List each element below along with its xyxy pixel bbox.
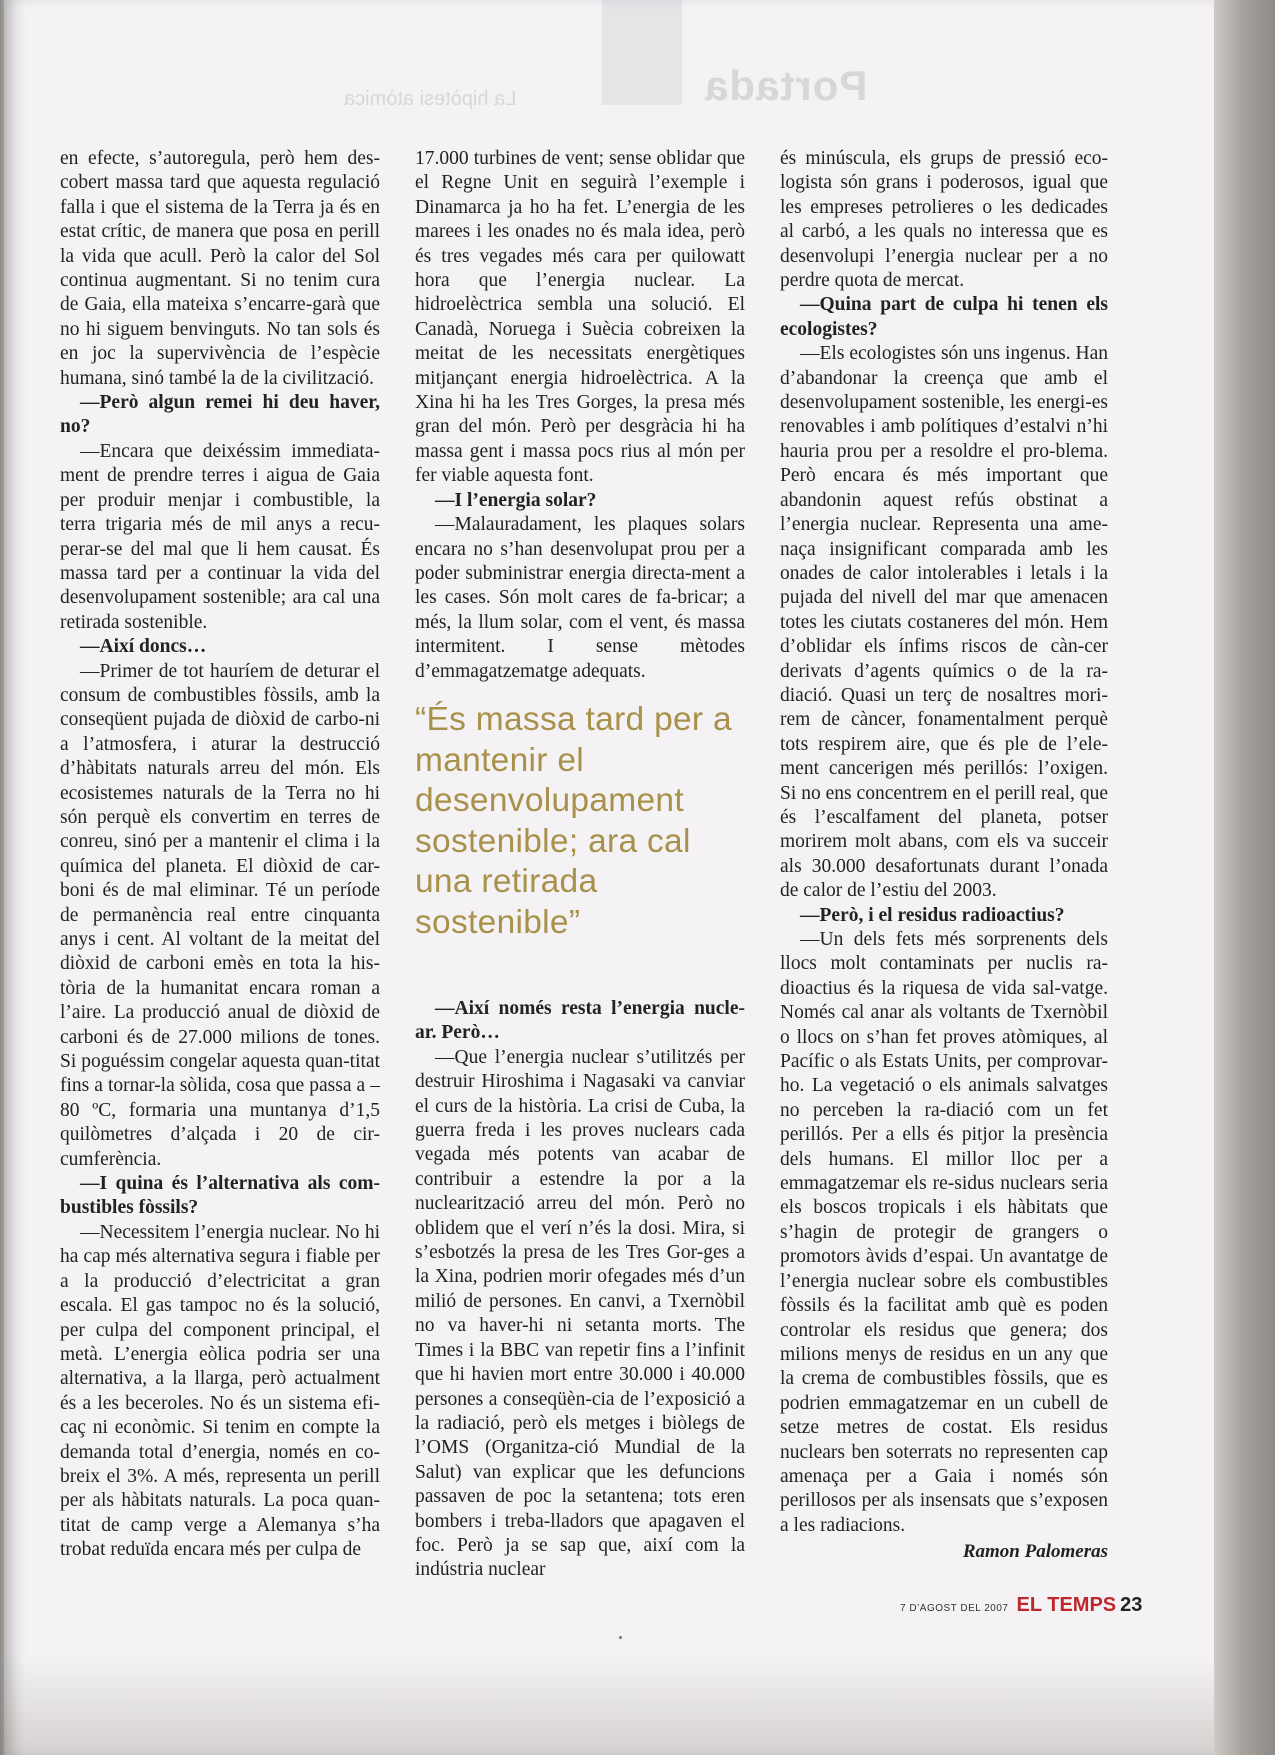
bleed-through-image [602, 0, 682, 105]
paragraph: en efecte, s’autoregula, però hem des-cobert massa tard que aquesta regulació falla i que el sistema de la Terra ja és en estat crític, de manera que posa en perill la vida que acull. Però la calor del Sol continua augmentant. Si no tenim cura de Gaia, ella mateixa s’encarre-garà que no hi siguem benvinguts. No tan sols és en joc la supervivència de l’espècie humana, sinó també la de la civilització. [60, 148, 380, 389]
interview-answer: —Que l’energia nuclear s’utilitzés per destruir Hiroshima i Nagasaki va canviar el curs de la història. La crisi de Cuba, la guerra freda i les proves nuclears cada vegada més potents van acabar de contribuir a estendre la por a la nuclearització arreu del món. Però no oblidem que el verí n’és la dosi. Mira, si s’esbotzés la presa de les Tres Gor-ges a la Xina, podrien morir ofegades més d’un milió de persones. En canvi, a Txernòbil no va haver-hi ni setanta morts. The Times i la BBC van repetir fins a l’infinit que hi havien mort entre 30.000 i 40.000 persones a conseqüèn-cia de l’exposició a la radiació, però els metges i biòlegs de l’OMS (Organitza-ció Mundial de la Salut) van explicar que les defuncions passaven de poc la setantena; tots eren bombers i treba-lladors que apagaven el foc. Però ja se sap que, així com la indústria nuclear [415, 1046, 745, 1581]
interview-question: —Però, i el residus radioactius? [800, 904, 1065, 926]
page-footer [900, 1594, 1143, 1617]
interview-question: —I l’energia solar? [435, 489, 597, 511]
paragraph: és minúscula, els grups de pressió eco-logista són grans i poderosos, igual que les empreses petrolieres o les dedicades al carbó, a les quals no interessa que es desenvolupi l’energia nuclear per a no perdre quota de mercat. [780, 148, 1108, 292]
bleed-through-header: La hipòtesi atòmica [344, 88, 517, 110]
article-column-3 [780, 147, 1108, 1538]
interview-question: —Així només resta l’energia nucle-ar. Però… [415, 998, 745, 1044]
article-column-2-top [415, 147, 745, 684]
interview-answer: —Primer de tot hauríem de deturar el consum de combustibles fòssils, amb la conseqüent pujada de diòxid de carbo-ni a l’atmosfera, i aturar la destrucció d’hàbitats naturals arreu del món. Els ecosistemes naturals de la Terra no hi són perquè els convertim en terres de conreu, sinó per a mantenir el clima i la química del planeta. El diòxid de car-boni és de mal eliminar. Té un període de permanència real entre cinquanta anys i cent. Al voltant de la meitat del diòxid de carboni emès en tota la his-tòria de la humanitat encara roman a l’aire. La producció anual de diòxid de carboni és de 27.000 milions de tones. Si poguéssim congelar aquesta quan-titat fins a tornar-la sòlida, cosa que passa a –80 ºC, formaria una muntanya d’1,5 quilòmetres d’alçada i 20 de cir-cumferència. [60, 660, 380, 1170]
author-byline: Ramon Palomeras [962, 1541, 1108, 1562]
interview-answer: —Necessitem l’energia nuclear. No hi ha cap més alternativa segura i fiable per a la producció d’electricitat a gran escala. El gas tampoc no és la solució, per culpa del component principal, el metà. L’energia eòlica podria ser una alternativa, a la llarga, però actualment és a les beceroles. No és un sistema efi-caç ni econòmic. Si tenim en compte la demanda total d’energia, només en co-breix el 3%. A més, representa un perill per als hàbitats naturals. La poca quan-titat de camp verge a Alemanya s’ha trobat reduïda encara més per culpa de [60, 1221, 380, 1561]
bleed-through-section-title: Portada [704, 62, 868, 109]
magazine-name: EL TEMPS [1016, 1594, 1117, 1616]
interview-question: —Així doncs… [80, 636, 207, 658]
interview-answer: —Encara que deixéssim immediata-ment de prendre terres i aigua de Gaia per produir menjar i combustible, la terra trigaria més de mil anys a recu-perar-se del mal que li hem causat. És massa tard per a continuar la vida del desenvolupament sostenible; ara cal una retirada sostenible. [60, 440, 380, 633]
interview-question: —Quina part de culpa hi tenen els ecologistes? [780, 294, 1108, 340]
interview-answer: —Malauradament, les plaques solars encara no s’han desenvolupat prou per a poder subministrar energia directa-ment a les cases. Són molt cares de fa-bricar; a més, la llum solar, com el vent, és massa intermitent. I sense mètodes d’emmagatzematge adequats. [415, 514, 745, 682]
article-column-2-bottom [415, 997, 745, 1583]
interview-question: —I quina és l’alternativa als com-bustibles fòssils? [60, 1173, 380, 1219]
issue-date: 7 D’AGOST DEL 2007 [900, 1603, 1009, 1614]
scan-shadow [0, 1655, 1214, 1755]
pull-quote: “És massa tard per a mantenir el desenvolupament sostenible; ara cal una retirada sostenible” [415, 701, 732, 941]
page-edge [1214, 0, 1275, 1755]
paragraph: 17.000 turbines de vent; sense oblidar que el Regne Unit en seguirà l’exemple i Dinamarca ja ho ha fet. L’energia de les marees i les onades no és mala idea, però és tres vegades més cara per quilowatt hora que l’energia nuclear. La hidroelèctrica sembla una solució. El Canadà, Noruega i Suècia cobreixen la meitat de les necessitats energètiques mitjançant energia hidroelèctrica. A la Xina hi ha les Tres Gorges, la presa més gran del món. Però per desgràcia hi ha massa gent i massa pocs rius al món per fer viable aquesta font. [415, 148, 745, 487]
page-number: 23 [1120, 1594, 1143, 1616]
interview-question: —Però algun remei hi deu haver, no? [60, 392, 380, 438]
scan-speck [619, 1636, 622, 1639]
interview-answer: —Un dels fets més sorprenents dels llocs molt contaminats per nuclis ra-dioactius és la riquesa de vida sal-vatge. Només cal anar als voltants de Txernòbil o llocs on s’han fet proves atòmiques, al Pacífic o als Estats Units, per comprovar-ho. La vegetació o els animals salvatges no perceben la ra-diació com un fet perillós. Per a ells és pitjor la presència dels humans. El millor lloc per a emmagatzemar els re-sidus nuclears seria els boscos tropicals i els hàbitats que s’hagin de protegir de grangers o promotors àvids d’espai. Un avantatge de l’energia nuclear sobre els combustibles fòssils és la facilitat amb què es poden controlar els residus que genera; dos milions menys de residus en un any que la crema de combustibles fòssils, que es podrien emmagatzemar en un cubell de setze metres de costat. Els residus nuclears ben soterrats no representen cap amenaça per a Gaia i només són perillosos per als insensats que s’exposen a les radiacions. [780, 929, 1108, 1536]
article-column-1 [60, 147, 380, 1563]
interview-answer: —Els ecologistes són uns ingenus. Han d’abandonar la creença que amb el desenvolupament sostenible, les energi-es renovables i amb polítiques d’estalvi n’hi hauria prou per a resoldre el pro-blema. Però encara és més important que abandonin aquest refús obstinat a l’energia nuclear. Representa una ame-naça insignificant comparada amb les onades de calor intolerables i letals i la pujada del nivell del mar que amenacen totes les ciutats costaneres del món. Hem d’oblidar els ínfims riscos de càn-cer derivats d’agents químics o de la ra-diació. Quasi un terç de nosaltres mori-rem de càncer, fonamentalment perquè tots respirem aire, que és ple de l’ele-ment cancerigen més perillós: l’oxigen. Si no ens concentrem en el perill real, que és l’escalfament del planeta, potser morirem molt abans, com els va succeir als 30.000 desafortunats durant l’onada de calor de l’estiu del 2003. [780, 343, 1108, 902]
